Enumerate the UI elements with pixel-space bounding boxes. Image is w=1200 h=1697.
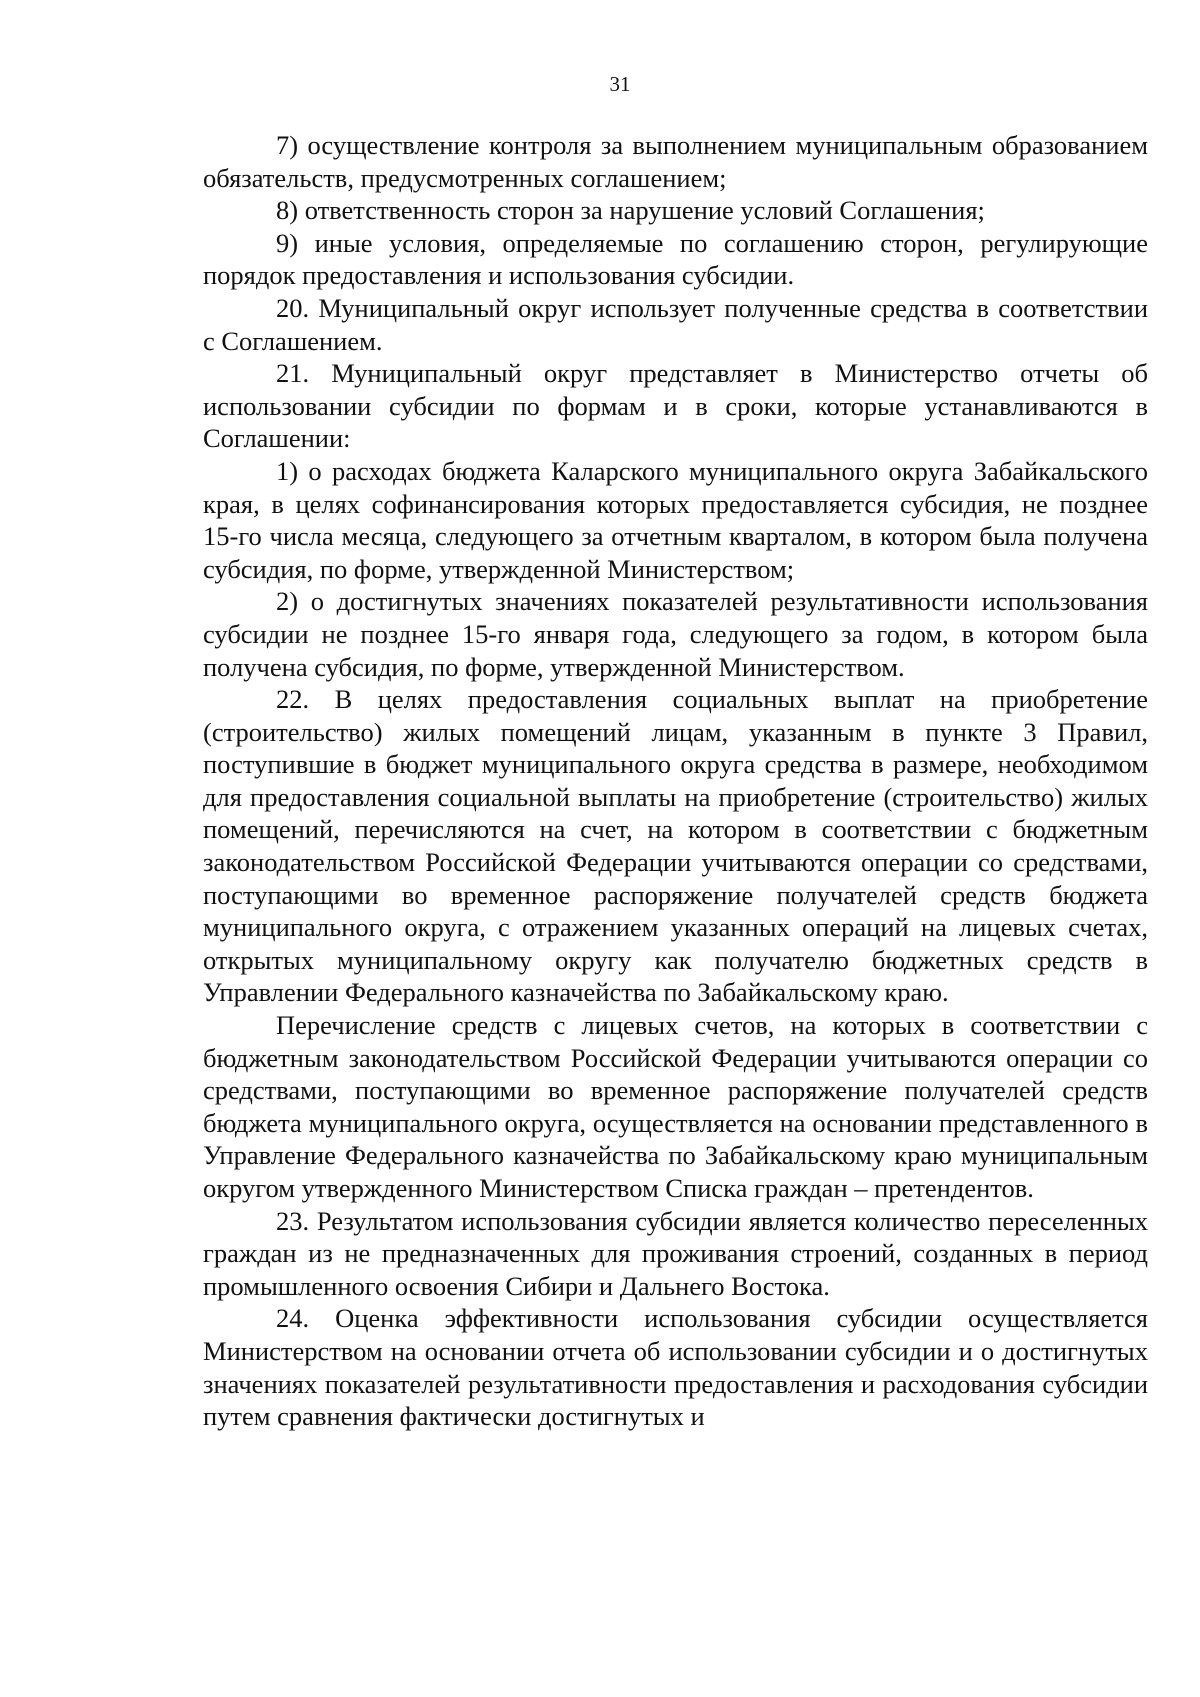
page-number: 31 [609, 72, 631, 96]
paragraph-23: 23. Результатом использования субсидии является количество переселенных граждан из не предназначенных для проживания строений, созданных в период промышленного освоения Сибири и Дальнего Востока. [203, 1205, 1148, 1301]
paragraph-item-8: 8) ответственность сторон за нарушение условий Соглашения; [276, 195, 985, 226]
paragraph-item-9: 9) иные условия, определяемые по соглашению сторон, регулирующие порядок предоставления и использования субсидии. [203, 227, 1148, 291]
paragraph-21: 21. Муниципальный округ представляет в Министерство отчеты об использовании субсидии по формам и в сроки, которые устанавливаются в Соглашении: [203, 358, 1148, 454]
paragraph-21-item-2: 2) о достигнутых значениях показателей результативности использования субсидии не позднее 15-го января года, следующего за годом, в котором была получена субсидия, по форме, утвержденной Министерством. [203, 586, 1148, 682]
paragraph-item-7: 7) осуществление контроля за выполнением муниципальным образованием обязательств, предусмотренных соглашением; [203, 130, 1148, 193]
paragraph-22-continuation: Перечисление средств с лицевых счетов, на которых в соответствии с бюджетным законодательством Российской Федерации учитываются операции со средствами, поступающими во временное распоряжение получателей средств бюджета муниципального округа, осуществляется на основании представленного в Управление Федерального казначейства по Забайкальскому краю муниципальным округом утвержденного Министерством Списка граждан – претендентов. [203, 1010, 1148, 1203]
paragraph-21-item-1: 1) о расходах бюджета Каларского муниципального округа Забайкальского края, в целях софинансирования которых предоставляется субсидия, не позднее 15-го числа месяца, следующего за отчетным кварталом, в котором была получена субсидия, по форме, утвержденной Министерством; [203, 455, 1148, 584]
paragraph-22: 22. В целях предоставления социальных выплат на приобретение (строительство) жилых помещений лицам, указанным в пункте 3 Правил, поступившие в бюджет муниципального округа средства в размере, необходимом для предоставления социальной выплаты на приобретение (строительство) жилых помещений, перечисляются на счет, на котором в соответствии с бюджетным законодательством Российской Федерации учитываются операции со средствами, поступающими во временное распоряжение получателей средств бюджета муниципального округа, с отражением указанных операций на лицевых счетах, открытых муниципальному округу как получателю бюджетных средств в Управлении Федерального казначейства по Забайкальскому краю. [203, 684, 1148, 1008]
paragraph-20: 20. Муниципальный округ использует полученные средства в соответствии с Соглашением. [203, 292, 1148, 356]
paragraph-24: 24. Оценка эффективности использования субсидии осуществляется Министерством на основании отчета об использовании субсидии и о достигнутых значениях показателей результативности предоставления и расходования субсидии путем сравнения фактически достигнутых и [203, 1303, 1148, 1432]
document-body [203, 129, 1148, 1433]
